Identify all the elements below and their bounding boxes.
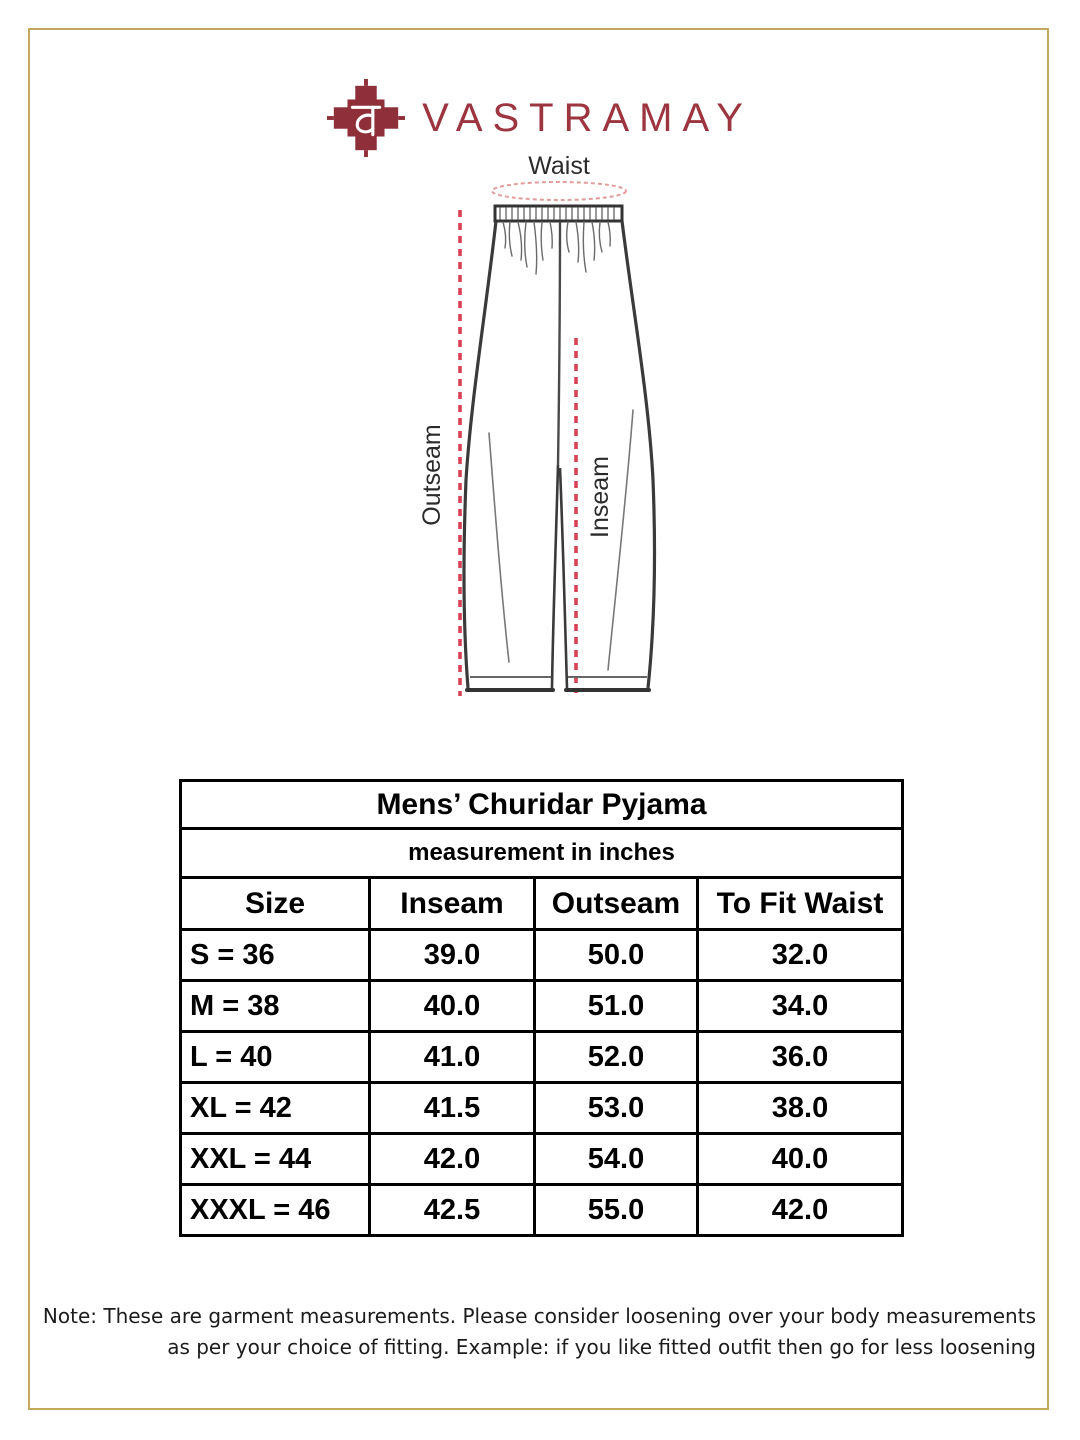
brand-name: VASTRAMAY bbox=[422, 96, 753, 140]
size-cell: L = 40 bbox=[181, 1032, 370, 1083]
table-header-row bbox=[181, 878, 903, 930]
outseam-cell: 51.0 bbox=[535, 981, 698, 1032]
table-row bbox=[181, 981, 903, 1032]
table-row bbox=[181, 1032, 903, 1083]
brand-header bbox=[0, 79, 1080, 157]
table-row bbox=[181, 1185, 903, 1236]
outseam-label: Outseam bbox=[418, 424, 446, 526]
inseam-cell: 41.5 bbox=[370, 1083, 535, 1134]
table-title: Mens’ Churidar Pyjama bbox=[181, 781, 903, 829]
column-header-inseam: Inseam bbox=[370, 878, 535, 930]
to-fit-waist-cell: 42.0 bbox=[698, 1185, 903, 1236]
table-row bbox=[181, 930, 903, 981]
inseam-cell: 39.0 bbox=[370, 930, 535, 981]
size-cell: XXXL = 46 bbox=[181, 1185, 370, 1236]
outseam-cell: 52.0 bbox=[535, 1032, 698, 1083]
to-fit-waist-cell: 32.0 bbox=[698, 930, 903, 981]
to-fit-waist-cell: 34.0 bbox=[698, 981, 903, 1032]
note-line-2: as per your choice of fitting. Example: if you like fitted outfit then go for less loosening bbox=[167, 1335, 1036, 1359]
outseam-cell: 55.0 bbox=[535, 1185, 698, 1236]
measurement-note bbox=[42, 1301, 1036, 1363]
column-header-size: Size bbox=[181, 878, 370, 930]
vastramay-logo-icon bbox=[327, 79, 405, 157]
note-line-1: Note: These are garment measurements. Please consider loosening over your body measurements bbox=[42, 1304, 1036, 1328]
table-title-row bbox=[181, 781, 903, 829]
outseam-cell: 53.0 bbox=[535, 1083, 698, 1134]
inseam-cell: 42.0 bbox=[370, 1134, 535, 1185]
column-header-outseam: Outseam bbox=[535, 878, 698, 930]
inseam-cell: 40.0 bbox=[370, 981, 535, 1032]
outseam-cell: 54.0 bbox=[535, 1134, 698, 1185]
size-chart-table bbox=[179, 779, 904, 1237]
inseam-cell: 42.5 bbox=[370, 1185, 535, 1236]
waist-label: Waist bbox=[528, 152, 590, 180]
table-row bbox=[181, 1083, 903, 1134]
pyjama-measurement-diagram bbox=[390, 150, 740, 750]
inseam-label: Inseam bbox=[586, 456, 614, 538]
to-fit-waist-cell: 38.0 bbox=[698, 1083, 903, 1134]
size-cell: M = 38 bbox=[181, 981, 370, 1032]
size-cell: XL = 42 bbox=[181, 1083, 370, 1134]
table-row bbox=[181, 1134, 903, 1185]
waist-measure-ellipse bbox=[492, 182, 626, 200]
inseam-cell: 41.0 bbox=[370, 1032, 535, 1083]
to-fit-waist-cell: 40.0 bbox=[698, 1134, 903, 1185]
table-subtitle-row bbox=[181, 829, 903, 878]
table-subtitle: measurement in inches bbox=[181, 829, 903, 878]
outseam-cell: 50.0 bbox=[535, 930, 698, 981]
column-header-to-fit-waist: To Fit Waist bbox=[698, 878, 903, 930]
size-cell: XXL = 44 bbox=[181, 1134, 370, 1185]
to-fit-waist-cell: 36.0 bbox=[698, 1032, 903, 1083]
size-cell: S = 36 bbox=[181, 930, 370, 981]
